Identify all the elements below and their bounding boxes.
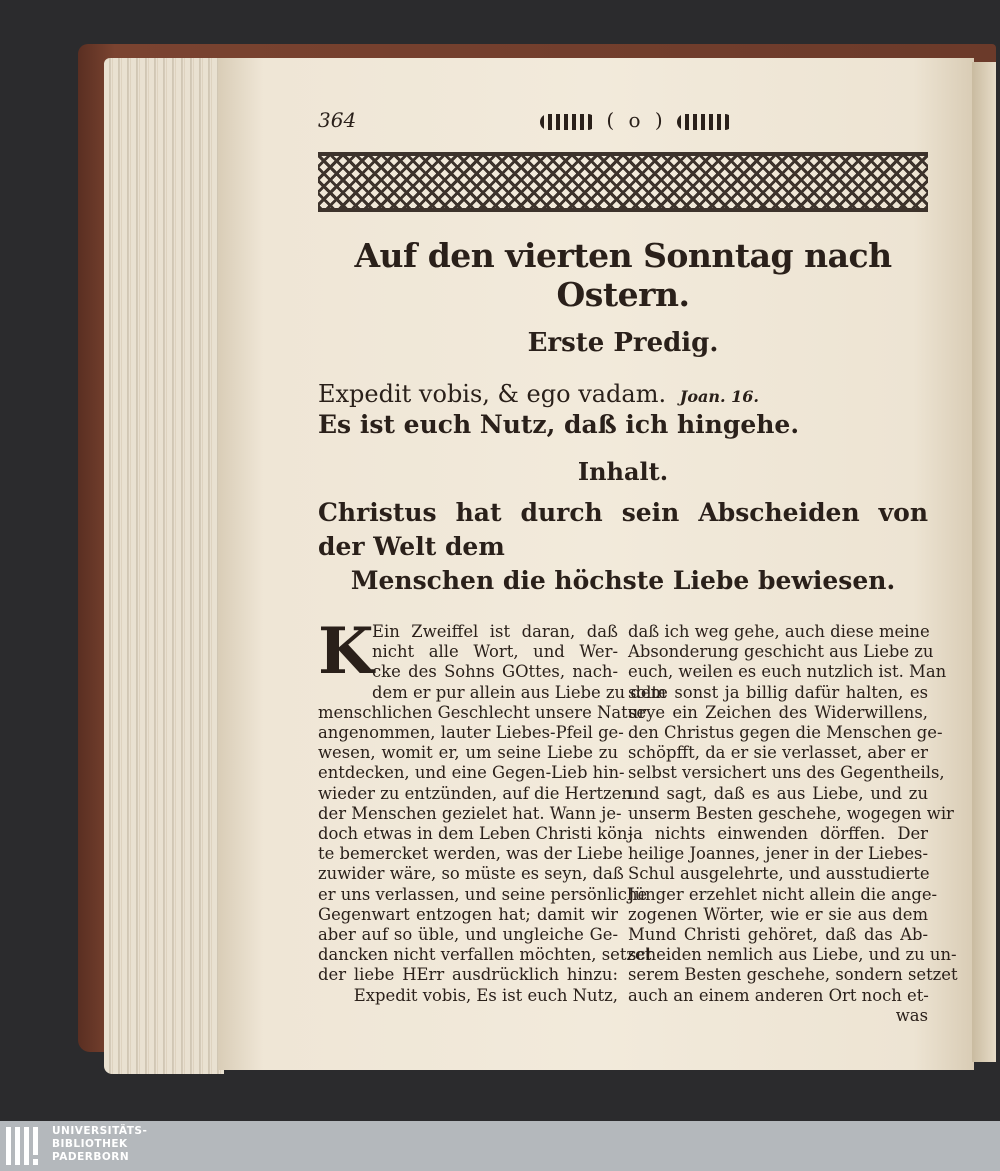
contents-summary	[318, 496, 928, 598]
text-line: Schul ausgelehrte, und ausstudierte	[628, 864, 930, 884]
text-line: angenommen, lauter Liebes-Pfeil ge-	[318, 723, 624, 743]
text-line: Absonderung geschicht aus Liebe zu	[628, 642, 934, 662]
text-line: heilige Joannes, jener in der Liebes-	[628, 844, 928, 864]
page-edges	[104, 58, 224, 1074]
text-line: wesen, womit er, um seine Liebe zu	[318, 743, 618, 763]
text-line: zogenen Wörter, wie er sie aus dem	[628, 904, 928, 924]
text-line: dem er pur allein aus Liebe zu dem	[372, 682, 667, 702]
german-verse: Es ist euch Nutz, daß ich hingehe.	[318, 410, 800, 439]
summary-line-2: Menschen die höchste Liebe bewiesen.	[350, 566, 896, 595]
page-right-edge	[972, 62, 996, 1062]
ornament-left-icon	[540, 114, 596, 130]
text-line: Mund Christi gehöret, daß das Ab-	[628, 925, 928, 945]
running-head-center	[540, 108, 733, 132]
logo-line: UNIVERSITÄTS-	[52, 1125, 148, 1137]
running-header	[318, 100, 928, 140]
right-column	[628, 622, 958, 1026]
text-line: der liebe HErr ausdrücklich hinzu:	[318, 965, 618, 985]
text-line: scheiden nemlich aus Liebe, und zu un-	[628, 945, 957, 965]
contents-heading: Inhalt.	[577, 457, 669, 486]
text-line: unserm Besten geschehe, wogegen wir	[628, 803, 954, 823]
page-content	[318, 100, 958, 1026]
drop-cap: K	[318, 614, 374, 689]
page-number: 364	[318, 108, 357, 132]
logo-line: BIBLIOTHEK	[52, 1138, 128, 1150]
latin-text: Expedit vobis, & ego vadam.	[318, 380, 667, 408]
text-line: euch, weilen es euch nutzlich ist. Man	[628, 662, 947, 682]
text-line: te bemercket werden, was der Liebe	[318, 844, 623, 864]
sermon-subtitle: Erste Predig.	[527, 328, 719, 358]
logo-line: PADERBORN	[52, 1151, 130, 1163]
text-line: er uns verlassen, und seine persönliche	[318, 884, 648, 904]
text-line: den Christus gegen die Menschen ge-	[628, 723, 943, 743]
verse-reference: Joan. 16.	[679, 387, 759, 406]
text-line: entdecken, und eine Gegen-Lieb hin-	[318, 763, 625, 783]
text-line: cke des Sohns GOttes, nach-	[372, 662, 618, 682]
running-head-text: ( o )	[606, 108, 667, 132]
text-line: Ein Zweiffel ist daran, daß	[372, 622, 618, 641]
text-line: aber auf so üble, und ungleiche Ge-	[318, 925, 618, 945]
text-line: doch etwas in dem Leben Christi kön-	[318, 824, 634, 844]
text-line: daß ich weg gehe, auch diese meine	[628, 622, 930, 641]
text-line: nicht alle Wort, und Wer-	[372, 642, 618, 662]
text-line: ja nichts einwenden dörffen. Der	[628, 824, 928, 844]
library-logo-icon	[6, 1127, 46, 1165]
text-line: selbst versichert uns des Gegentheils,	[628, 763, 945, 783]
text-line: auch an einem anderen Ort noch et-	[628, 985, 929, 1005]
text-line: Gegenwart entzogen hat; damit wir	[318, 904, 618, 924]
text-line: dancken nicht verfallen möchten, setzet	[318, 945, 652, 965]
text-line: solte sonst ja billig dafür halten, es	[628, 682, 928, 702]
library-logo-text	[52, 1125, 147, 1164]
text-line: Jünger erzehlet nicht allein die ange-	[628, 884, 938, 904]
text-line: zuwider wäre, so müste es seyn, daß	[318, 864, 624, 884]
latin-verse	[318, 380, 928, 408]
ornament-right-icon	[677, 114, 733, 130]
summary-line-1: Christus hat durch sein Abscheiden von der Welt dem	[318, 498, 928, 561]
text-line: und sagt, daß es aus Liebe, und zu	[628, 783, 928, 803]
library-footer	[0, 1121, 1000, 1171]
ornamental-band-icon	[318, 152, 928, 212]
left-column	[318, 614, 667, 1026]
text-line: menschlichen Geschlecht unsere Natur	[318, 702, 647, 722]
sermon-title: Auf den vierten Sonntag nach Ostern.	[354, 236, 892, 314]
text-line: wieder zu entzünden, auf die Hertzen	[318, 783, 632, 803]
text-line: was	[895, 1005, 928, 1025]
text-line: schöpfft, da er sie verlasset, aber er	[628, 743, 928, 763]
text-line: Expedit vobis, Es ist euch Nutz,	[353, 985, 618, 1005]
text-line: seye ein Zeichen des Widerwillens,	[628, 702, 928, 722]
text-line: serem Besten geschehe, sondern setzet	[628, 965, 958, 985]
text-line: der Menschen gezielet hat. Wann je-	[318, 803, 622, 823]
body-columns	[318, 614, 958, 1026]
